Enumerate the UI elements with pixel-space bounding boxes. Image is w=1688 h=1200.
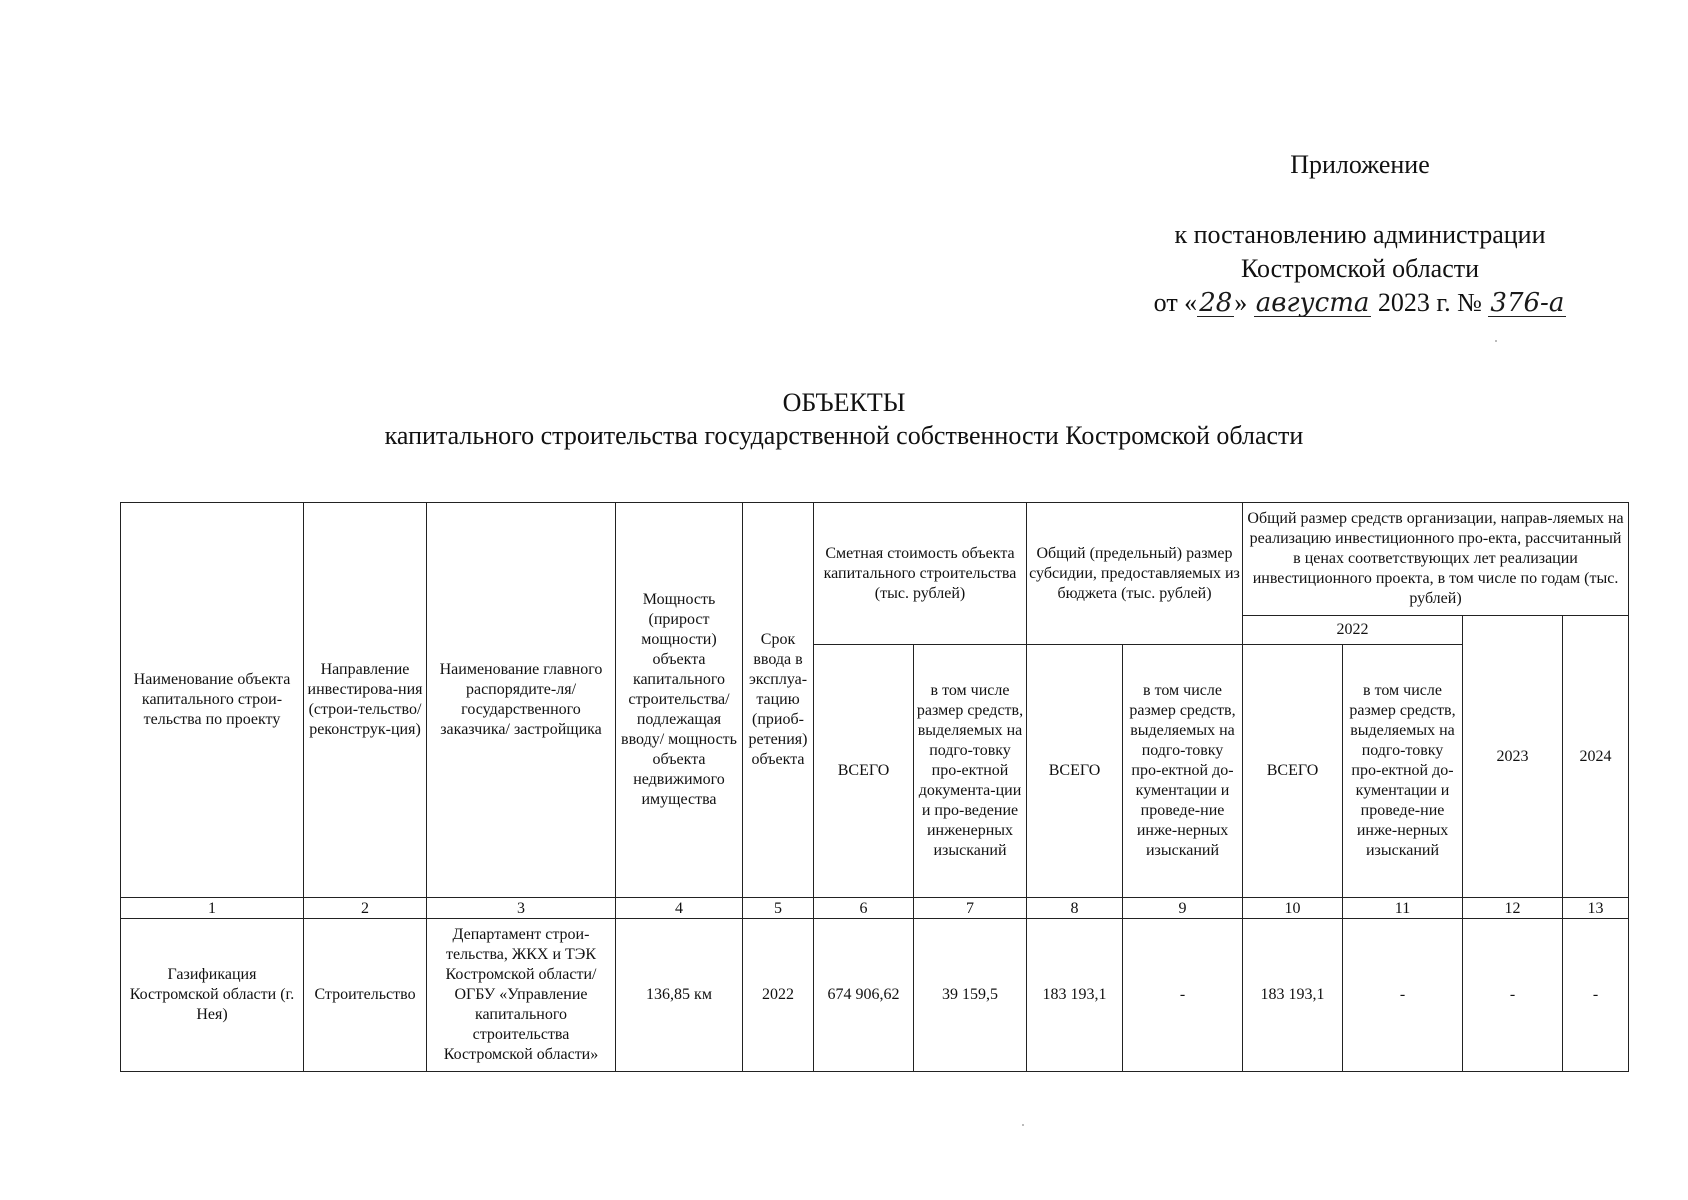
objects-table bbox=[120, 502, 1629, 1072]
cell-subsidy-incl: - bbox=[1123, 919, 1243, 1072]
document-title bbox=[0, 386, 1688, 452]
column-numbers-row bbox=[121, 898, 1629, 919]
cell-org-2023: - bbox=[1463, 919, 1563, 1072]
handwritten-doc-number: 376-а bbox=[1490, 288, 1565, 318]
appendix-label: Приложение bbox=[1290, 150, 1430, 179]
column-number: 9 bbox=[1123, 898, 1243, 919]
cell-term: 2022 bbox=[743, 919, 814, 1072]
cell-object-name: Газификация Костромской области (г. Нея) bbox=[121, 919, 304, 1072]
appendix-block bbox=[1150, 148, 1570, 320]
column-number: 10 bbox=[1243, 898, 1343, 919]
date-year: 2023 г. № bbox=[1377, 288, 1482, 317]
header-subsidy-group: Общий (предельный) размер субсидии, предоставляемых из бюджета (тыс. рублей) bbox=[1027, 503, 1243, 645]
scan-speck bbox=[1022, 1124, 1024, 1126]
cell-manager: Департамент строи-тельства, ЖКХ и ТЭК Костромской области/ ОГБУ «Управление капитального строительства Костромской области» bbox=[427, 919, 616, 1072]
header-org-2022-incl: в том числе размер средств, выделяемых на подго-товку про-ектной до-кументации и проведе-ние инже-нерных изысканий bbox=[1343, 645, 1463, 898]
header-capacity: Мощность (прирост мощности) объекта капитального строительства/ подлежащая вводу/ мощность объекта недвижимого имущества bbox=[616, 503, 743, 898]
header-cost-total: ВСЕГО bbox=[814, 645, 914, 898]
column-number: 4 bbox=[616, 898, 743, 919]
column-number: 5 bbox=[743, 898, 814, 919]
header-term: Срок ввода в эксплуа-тацию (приоб-ретения) объекта bbox=[743, 503, 814, 898]
appendix-region-line: Костромской области bbox=[1240, 254, 1480, 283]
cell-cost-total: 674 906,62 bbox=[814, 919, 914, 1072]
date-mid: » bbox=[1234, 288, 1248, 317]
header-manager: Наименование главного распорядите-ля/государственного заказчика/ застройщика bbox=[427, 503, 616, 898]
header-cost-incl: в том числе размер средств, выделяемых на подго-товку про-ектной документа-ции и про-ведение инженерных изысканий bbox=[914, 645, 1027, 898]
header-org-group: Общий размер средств организации, направ-ляемых на реализацию инвестиционного про-екта, рассчитанный в ценах соответствующих лет реализации инвестиционного проекта, в том числе по годам (тыс. рублей) bbox=[1243, 503, 1629, 616]
appendix-gap bbox=[1150, 182, 1570, 218]
cell-org-2022-total: 183 193,1 bbox=[1243, 919, 1343, 1072]
cell-capacity: 136,85 км bbox=[616, 919, 743, 1072]
header-org-2022-total: ВСЕГО bbox=[1243, 645, 1343, 898]
header-year-2023: 2023 bbox=[1463, 616, 1563, 898]
cell-direction: Строительство bbox=[304, 919, 427, 1072]
handwritten-month: августа bbox=[1255, 288, 1370, 318]
column-number: 3 bbox=[427, 898, 616, 919]
column-number: 13 bbox=[1563, 898, 1629, 919]
cell-cost-incl: 39 159,5 bbox=[914, 919, 1027, 1072]
cell-subsidy-total: 183 193,1 bbox=[1027, 919, 1123, 1072]
header-subsidy-total: ВСЕГО bbox=[1027, 645, 1123, 898]
column-number: 6 bbox=[814, 898, 914, 919]
column-number: 2 bbox=[304, 898, 427, 919]
title-main: ОБЪЕКТЫ bbox=[782, 388, 906, 417]
header-direction: Направление инвестирова-ния (строи-тельство/ реконструк-ция) bbox=[304, 503, 427, 898]
column-number: 7 bbox=[914, 898, 1027, 919]
appendix-date-line bbox=[1150, 286, 1570, 320]
header-year-2022: 2022 bbox=[1243, 616, 1463, 645]
header-year-2024: 2024 bbox=[1563, 616, 1629, 898]
column-number: 12 bbox=[1463, 898, 1563, 919]
header-cost-group: Сметная стоимость объекта капитального строительства (тыс. рублей) bbox=[814, 503, 1027, 645]
handwritten-day: 28 bbox=[1199, 288, 1233, 318]
column-number: 1 bbox=[121, 898, 304, 919]
cell-org-2024: - bbox=[1563, 919, 1629, 1072]
column-number: 11 bbox=[1343, 898, 1463, 919]
date-prefix: от « bbox=[1153, 288, 1198, 317]
header-subsidy-incl: в том числе размер средств, выделяемых на подго-товку про-ектной до-кументации и проведе-ние инже-нерных изысканий bbox=[1123, 645, 1243, 898]
column-number: 8 bbox=[1027, 898, 1123, 919]
appendix-decree-line: к постановлению администрации bbox=[1174, 220, 1546, 249]
cell-org-2022-incl: - bbox=[1343, 919, 1463, 1072]
header-row-groups bbox=[121, 503, 1629, 616]
title-sub: капитального строительства государственной собственности Костромской области bbox=[384, 421, 1304, 450]
scan-speck bbox=[1495, 340, 1497, 342]
header-object-name: Наименование объекта капитального строи-тельства по проекту bbox=[121, 503, 304, 898]
table-row bbox=[121, 919, 1629, 1072]
